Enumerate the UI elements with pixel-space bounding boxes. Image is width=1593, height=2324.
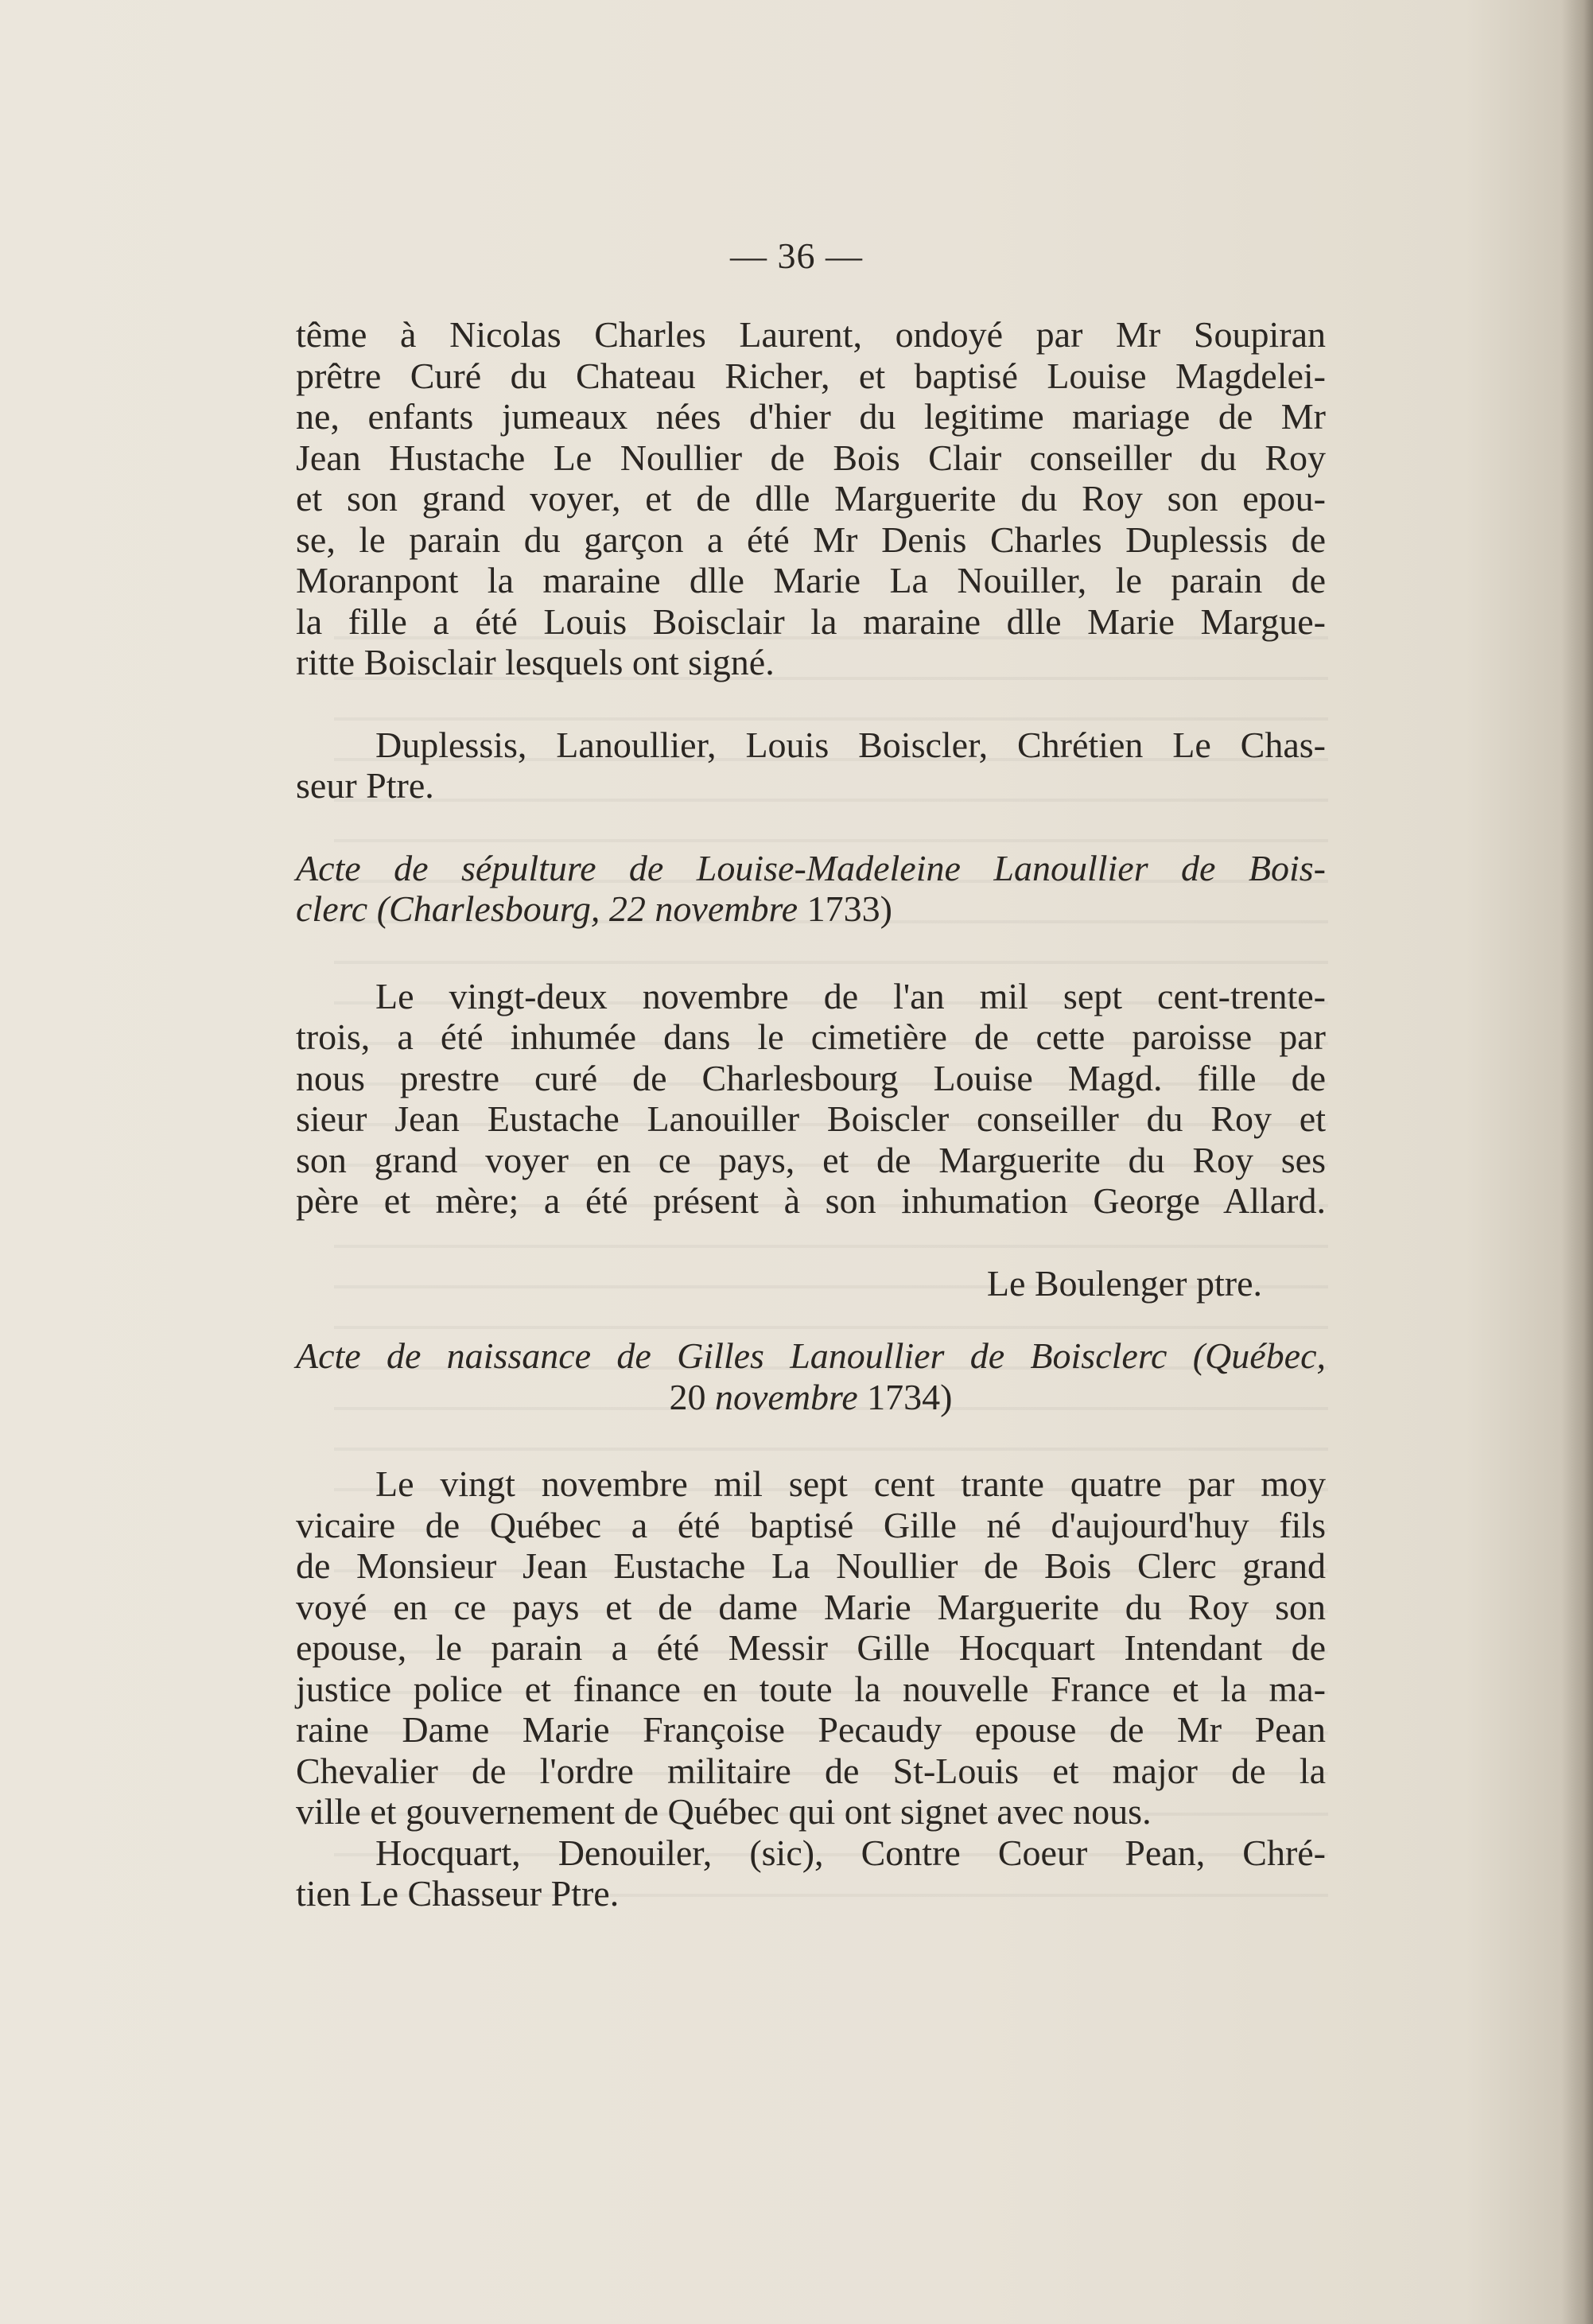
signatures-baptism-twins — [296, 725, 1326, 806]
heading-line: Acte de sépulture de Louise-Madeleine Lanoullier de Bois- — [296, 847, 1326, 888]
text-line: ritte Boisclair lesquels ont signé. — [296, 642, 775, 682]
text-line: tême à Nicolas Charles Laurent, ondoyé par Mr Soupiran — [296, 314, 1326, 355]
text-line: la fille a été Louis Boisclair la maraine dlle Marie Margue- — [296, 600, 1326, 642]
heading-month: novembre — [715, 1376, 858, 1417]
text-line: ville et gouvernement de Québec qui ont signet avec nous. — [296, 1791, 1152, 1832]
text-line: Le vingt novembre mil sept cent trante quatre par moy — [375, 1463, 1326, 1504]
text-line: Duplessis, Lanoullier, Louis Boiscler, Chrétien Le Chas- — [375, 724, 1326, 765]
heading-year: 1734) — [867, 1376, 953, 1417]
text-line: tien Le Chasseur Ptre. — [296, 1873, 620, 1914]
heading-day: 20 — [669, 1376, 706, 1417]
paragraph-baptism-twins — [296, 314, 1326, 683]
text-line: vicaire de Québec a été baptisé Gille né d'aujourd'huy fils — [296, 1504, 1326, 1545]
paragraph-birth — [296, 1463, 1326, 1832]
text-line: nous prestre curé de Charlesbourg Louise Magd. fille de — [296, 1057, 1326, 1098]
text-line: son grand voyer en ce pays, et de Marguerite du Roy ses — [296, 1139, 1326, 1180]
page-number: — 36 — — [730, 235, 863, 276]
text-line: justice police et finance en toute la nouvelle France et la ma- — [296, 1668, 1326, 1709]
heading-burial-act — [296, 848, 1326, 930]
text-block — [296, 314, 1326, 1914]
text-line: et son grand voyer, et de dlle Marguerite du Roy son epou- — [296, 478, 1326, 519]
text-line: Chevalier de l'ordre militaire de St-Louis et major de la — [296, 1750, 1326, 1791]
text-line: de Monsieur Jean Eustache La Noullier de Bois Clerc grand — [296, 1545, 1326, 1586]
text-line: epouse, le parain a été Messir Gille Hocquart Intendant de — [296, 1627, 1326, 1668]
text-line: Jean Hustache Le Noullier de Bois Clair conseiller du Roy — [296, 437, 1326, 478]
paragraph-burial — [296, 976, 1326, 1222]
text-line: prêtre Curé du Chateau Richer, et baptisé Louise Magdelei- — [296, 355, 1326, 396]
text-line: voyé en ce pays et de dame Marie Marguerite du Roy son — [296, 1586, 1326, 1627]
text-line: Le vingt-deux novembre de l'an mil sept cent-trente- — [375, 975, 1326, 1016]
page-edge-shadow — [1561, 0, 1593, 2324]
heading-birth-act — [296, 1335, 1326, 1417]
heading-line — [296, 1377, 1326, 1418]
text-line: seur Ptre. — [296, 765, 434, 806]
heading-text: clerc (Charlesbourg, 22 novembre — [296, 888, 798, 929]
text-line: Moranpont la maraine dlle Marie La Nouiller, le parain de — [296, 560, 1326, 600]
text-line: père et mère; a été présent à son inhumation George Allard. — [296, 1180, 1326, 1221]
heading-year: 1733) — [806, 888, 892, 929]
text-line: Hocquart, Denouiler, (sic), Contre Coeur Pean, Chré- — [375, 1832, 1326, 1873]
text-line: ne, enfants jumeaux nées d'hier du legitime mariage de Mr — [296, 396, 1326, 437]
text-line: sieur Jean Eustache Lanouiller Boiscler conseiller du Roy et — [296, 1098, 1326, 1139]
text-line: trois, a été inhumée dans le cimetière de cette paroisse par — [296, 1016, 1326, 1057]
signatures-birth — [296, 1832, 1326, 1914]
signature-burial — [296, 1263, 1326, 1304]
heading-line — [296, 888, 1326, 930]
text-line: se, le parain du garçon a été Mr Denis Charles Duplessis de — [296, 519, 1326, 560]
text-line: raine Dame Marie Françoise Pecaudy epouse de Mr Pean — [296, 1709, 1326, 1750]
text-line: Le Boulenger ptre. — [986, 1262, 1262, 1304]
heading-line: Acte de naissance de Gilles Lanoullier de Boisclerc (Québec, — [296, 1335, 1326, 1376]
